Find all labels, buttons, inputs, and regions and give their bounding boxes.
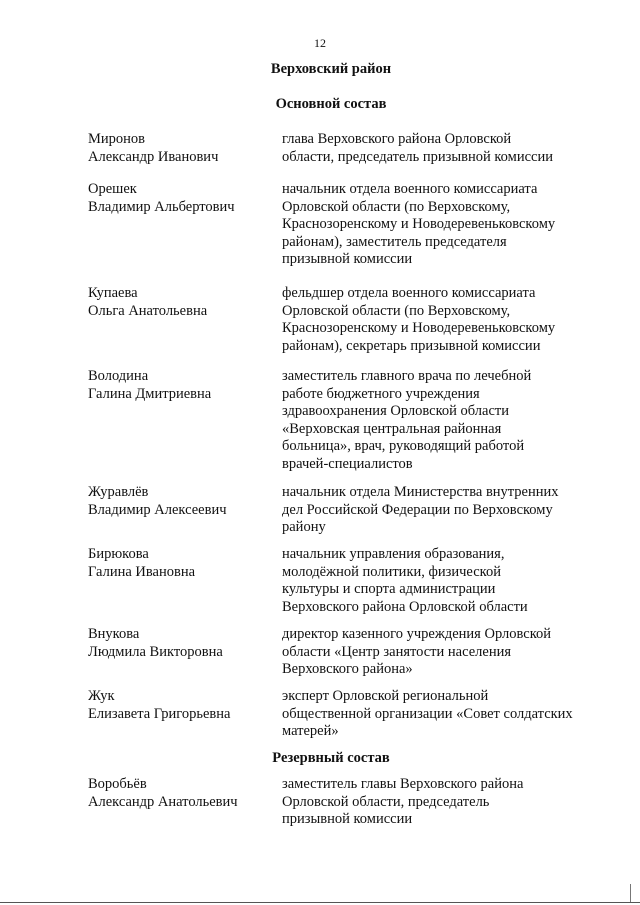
member-given-names: Галина Дмитриевна: [88, 385, 212, 402]
position-line: эксперт Орловской региональной: [282, 688, 489, 704]
member-surname: Купаева: [88, 285, 138, 301]
member-name: [88, 181, 273, 216]
member-position: [282, 181, 602, 269]
position-line: молодёжной политики, физической: [282, 563, 501, 580]
member-given-names: Александр Иванович: [88, 148, 219, 165]
position-line: призывной комиссии: [282, 811, 413, 828]
scan-edge-mark: [630, 884, 631, 902]
member-position: [282, 776, 602, 829]
member-name: [88, 285, 273, 320]
position-line: Верховского района»: [282, 661, 413, 678]
reserve-section-heading: Резервный состав: [272, 750, 390, 766]
position-line: директор казенного учреждения Орловской: [282, 626, 552, 642]
member-surname: Внукова: [88, 626, 140, 642]
member-position: [282, 131, 602, 166]
member-name: [88, 776, 273, 811]
position-line: начальник отдела Министерства внутренних: [282, 484, 559, 500]
position-line: области, председатель призывной комиссии: [282, 148, 553, 165]
member-given-names: Людмила Викторовна: [88, 643, 223, 660]
position-line: району: [282, 519, 326, 536]
position-line: больница», врач, руководящий работой: [282, 438, 525, 455]
member-name: [88, 131, 273, 166]
member-name: [88, 484, 273, 519]
member-name: [88, 546, 273, 581]
member-name: [88, 626, 273, 661]
position-line: работе бюджетного учреждения: [282, 385, 480, 402]
member-surname: Миронов: [88, 131, 146, 147]
position-line: Краснозоренскому и Новодеревеньковскому: [282, 320, 556, 337]
member-surname: Жук: [88, 688, 115, 704]
member-position: [282, 546, 602, 616]
main-section-heading: Основной состав: [275, 96, 387, 112]
position-line: Краснозоренскому и Новодеревеньковскому: [282, 216, 556, 233]
member-position: [282, 285, 602, 355]
position-line: области «Центр занятости населения: [282, 643, 512, 660]
position-line: начальник отдела военного комиссариата: [282, 181, 538, 197]
position-line: районам), заместитель председателя: [282, 233, 507, 250]
position-line: Орловской области (по Верховскому,: [282, 302, 511, 319]
member-surname: Орешек: [88, 181, 137, 197]
member-position: [282, 626, 602, 679]
member-surname: Воробьёв: [88, 776, 147, 792]
scan-bottom-edge: [0, 902, 640, 903]
member-given-names: Галина Ивановна: [88, 563, 196, 580]
district-title: Верховский район: [270, 61, 392, 77]
position-line: начальник управления образования,: [282, 546, 505, 562]
member-position: [282, 484, 602, 537]
position-line: дел Российской Федерации по Верховскому: [282, 501, 553, 518]
position-line: здравоохранения Орловской области: [282, 403, 509, 420]
position-line: фельдшер отдела военного комиссариата: [282, 285, 536, 301]
position-line: общественной организации «Совет солдатских: [282, 705, 573, 722]
member-name: [88, 368, 273, 403]
member-position: [282, 368, 602, 474]
member-surname: Бирюкова: [88, 546, 149, 562]
position-line: заместитель главного врача по лечебной: [282, 368, 532, 384]
position-line: районам), секретарь призывной комиссии: [282, 337, 541, 354]
position-line: Орловской области (по Верховскому,: [282, 198, 511, 215]
position-line: заместитель главы Верховского района: [282, 776, 524, 792]
member-given-names: Владимир Альбертович: [88, 198, 235, 215]
member-surname: Володина: [88, 368, 149, 384]
member-given-names: Елизавета Григорьевна: [88, 705, 231, 722]
position-line: глава Верховского района Орловской: [282, 131, 512, 147]
page-number: 12: [314, 36, 326, 50]
position-line: культуры и спорта администрации: [282, 581, 496, 598]
member-given-names: Александр Анатольевич: [88, 793, 238, 810]
position-line: Верховского района Орловской области: [282, 598, 528, 615]
position-line: матерей»: [282, 723, 339, 740]
member-position: [282, 688, 602, 741]
position-line: врачей-специалистов: [282, 455, 413, 472]
member-given-names: Владимир Алексеевич: [88, 501, 227, 518]
position-line: «Верховская центральная районная: [282, 420, 502, 437]
member-given-names: Ольга Анатольевна: [88, 302, 208, 319]
member-name: [88, 688, 273, 723]
position-line: призывной комиссии: [282, 251, 413, 268]
position-line: Орловской области, председатель: [282, 793, 490, 810]
member-surname: Журавлёв: [88, 484, 149, 500]
